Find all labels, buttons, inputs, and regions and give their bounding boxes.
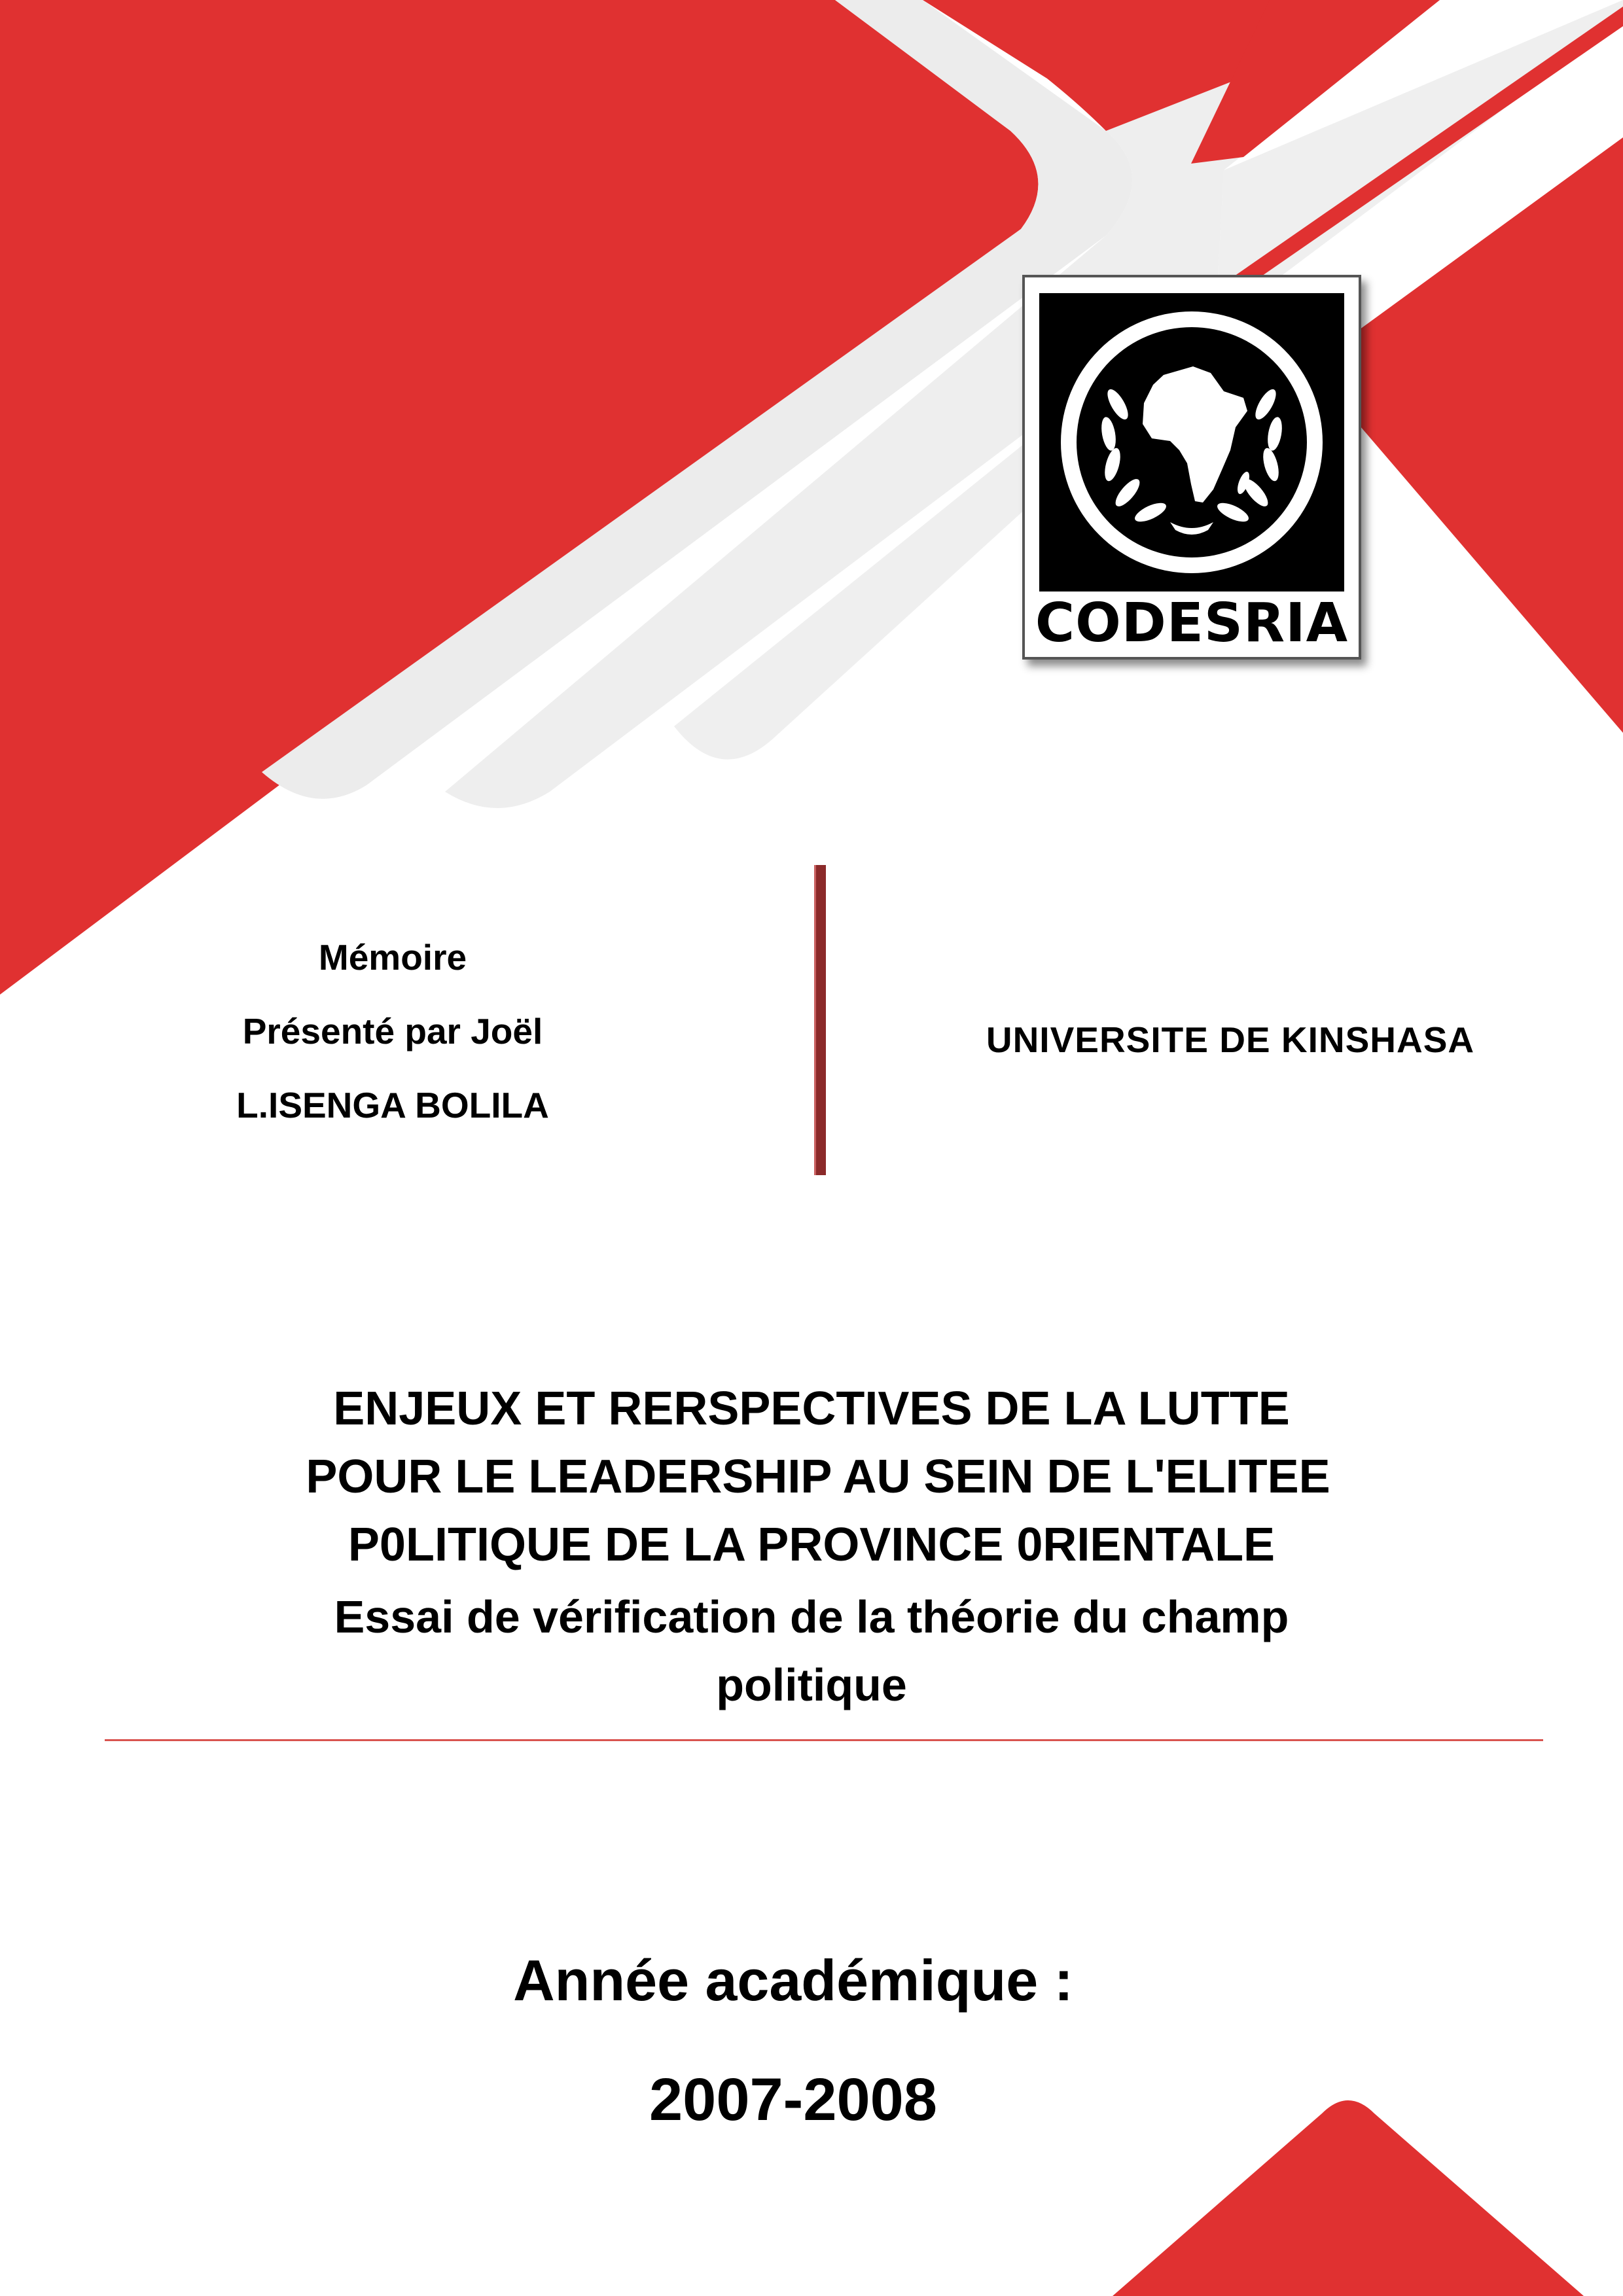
title-line-2: POUR LE LEADERSHIP AU SEIN DE L'ELITEE [306,1451,1330,1503]
logo-black-panel [1039,293,1344,592]
presented-by: Présenté par Joël [242,1011,543,1051]
title-line-1: ENJEUX ET RERSPECTIVES DE LA LUTTE [333,1383,1290,1435]
academic-year-label: Année académique : [513,1948,1073,2013]
author-name: L.ISENGA BOLILA [236,1085,549,1125]
title-line-3: P0LITIQUE DE LA PROVINCE 0RIENTALE [348,1519,1275,1571]
academic-year-value: 2007-2008 [649,2066,937,2133]
codesria-logo [1022,275,1361,660]
logo-wordmark: CODESRIA [1035,592,1349,654]
university-name: UNIVERSITE DE KINSHASA [986,1019,1475,1060]
vertical-divider [814,865,826,1175]
subtitle-line-1: Essai de vérification de la théorie du champ [334,1591,1289,1642]
africa-laurel-emblem-icon [1039,293,1344,592]
document-type: Mémoire [318,937,467,978]
horizontal-rule [105,1739,1543,1741]
subtitle-line-2: politique [716,1659,907,1710]
